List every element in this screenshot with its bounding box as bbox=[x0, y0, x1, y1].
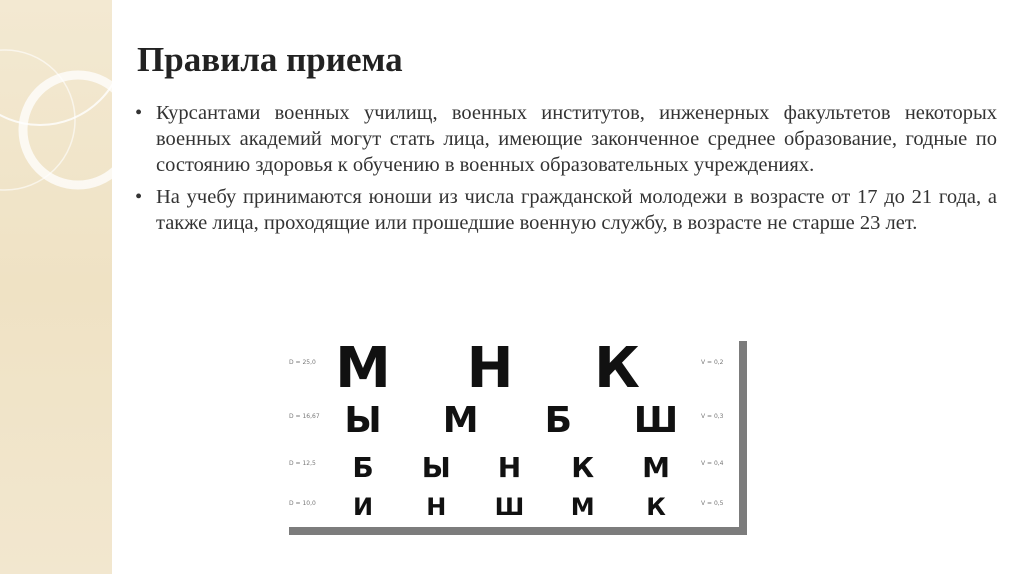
decorative-side-band bbox=[0, 0, 112, 574]
eye-chart-letter: К bbox=[571, 451, 595, 484]
eye-chart-distance-label: D = 12,5 bbox=[289, 460, 316, 467]
eye-chart-distance-label: D = 10,0 bbox=[289, 500, 316, 507]
bullet-list bbox=[135, 100, 997, 242]
eye-chart-letter: Н bbox=[497, 451, 522, 484]
eye-chart-letter: Б bbox=[544, 400, 573, 441]
bullet-text: На учебу принимаются юноши из числа гражданской молодежи в возрасте от 17 до 21 года, а также лица, проходящие или прошедшие военную службу, в возрасте не старше 23 лет. bbox=[156, 186, 997, 234]
eye-chart-distance-label: D = 25,0 bbox=[289, 359, 316, 366]
eye-chart-letter: Ш bbox=[494, 493, 525, 521]
eye-chart-letter: М bbox=[642, 451, 670, 484]
eye-chart-letter: И bbox=[352, 493, 374, 521]
eye-chart-letter: Н bbox=[426, 493, 447, 521]
eye-chart-acuity-label: V = 0,5 bbox=[701, 500, 724, 507]
slide-title: Правила приема bbox=[137, 40, 403, 79]
eye-chart-letter: Б bbox=[352, 451, 374, 484]
eye-chart-letter: Ш bbox=[633, 400, 679, 441]
bullet-text: Курсантами военных училищ, военных институтов, инженерных факультетов некоторых военных академий могут стать лица, имеющие законченное среднее образование, годные по состоянию здоровья к обучению в военных образовательных учреждениях. bbox=[156, 102, 997, 176]
eye-chart-distance-label: D = 16,67 bbox=[289, 413, 320, 420]
decorative-circles bbox=[0, 0, 112, 574]
eye-chart-letter: Н bbox=[466, 336, 514, 401]
eye-chart-letter: К bbox=[594, 336, 640, 401]
eye-chart-letter: Ы bbox=[421, 451, 451, 484]
bullet-icon: • bbox=[135, 102, 143, 124]
bullet-item bbox=[135, 184, 997, 236]
eye-chart-image bbox=[281, 333, 739, 527]
eye-chart-letter: К bbox=[646, 493, 666, 521]
eye-chart-acuity-label: V = 0,3 bbox=[701, 413, 724, 420]
eye-chart-letter: М bbox=[570, 493, 595, 521]
eye-chart-letter: М bbox=[335, 336, 391, 401]
eye-chart-letter: М bbox=[442, 400, 479, 441]
eye-chart-acuity-label: V = 0,2 bbox=[701, 359, 724, 366]
bullet-icon: • bbox=[135, 186, 143, 208]
eye-chart-row bbox=[281, 333, 739, 527]
eye-chart-letter: Ы bbox=[344, 400, 382, 441]
eye-chart-acuity-label: V = 0,4 bbox=[701, 460, 724, 467]
bullet-item bbox=[135, 100, 997, 178]
